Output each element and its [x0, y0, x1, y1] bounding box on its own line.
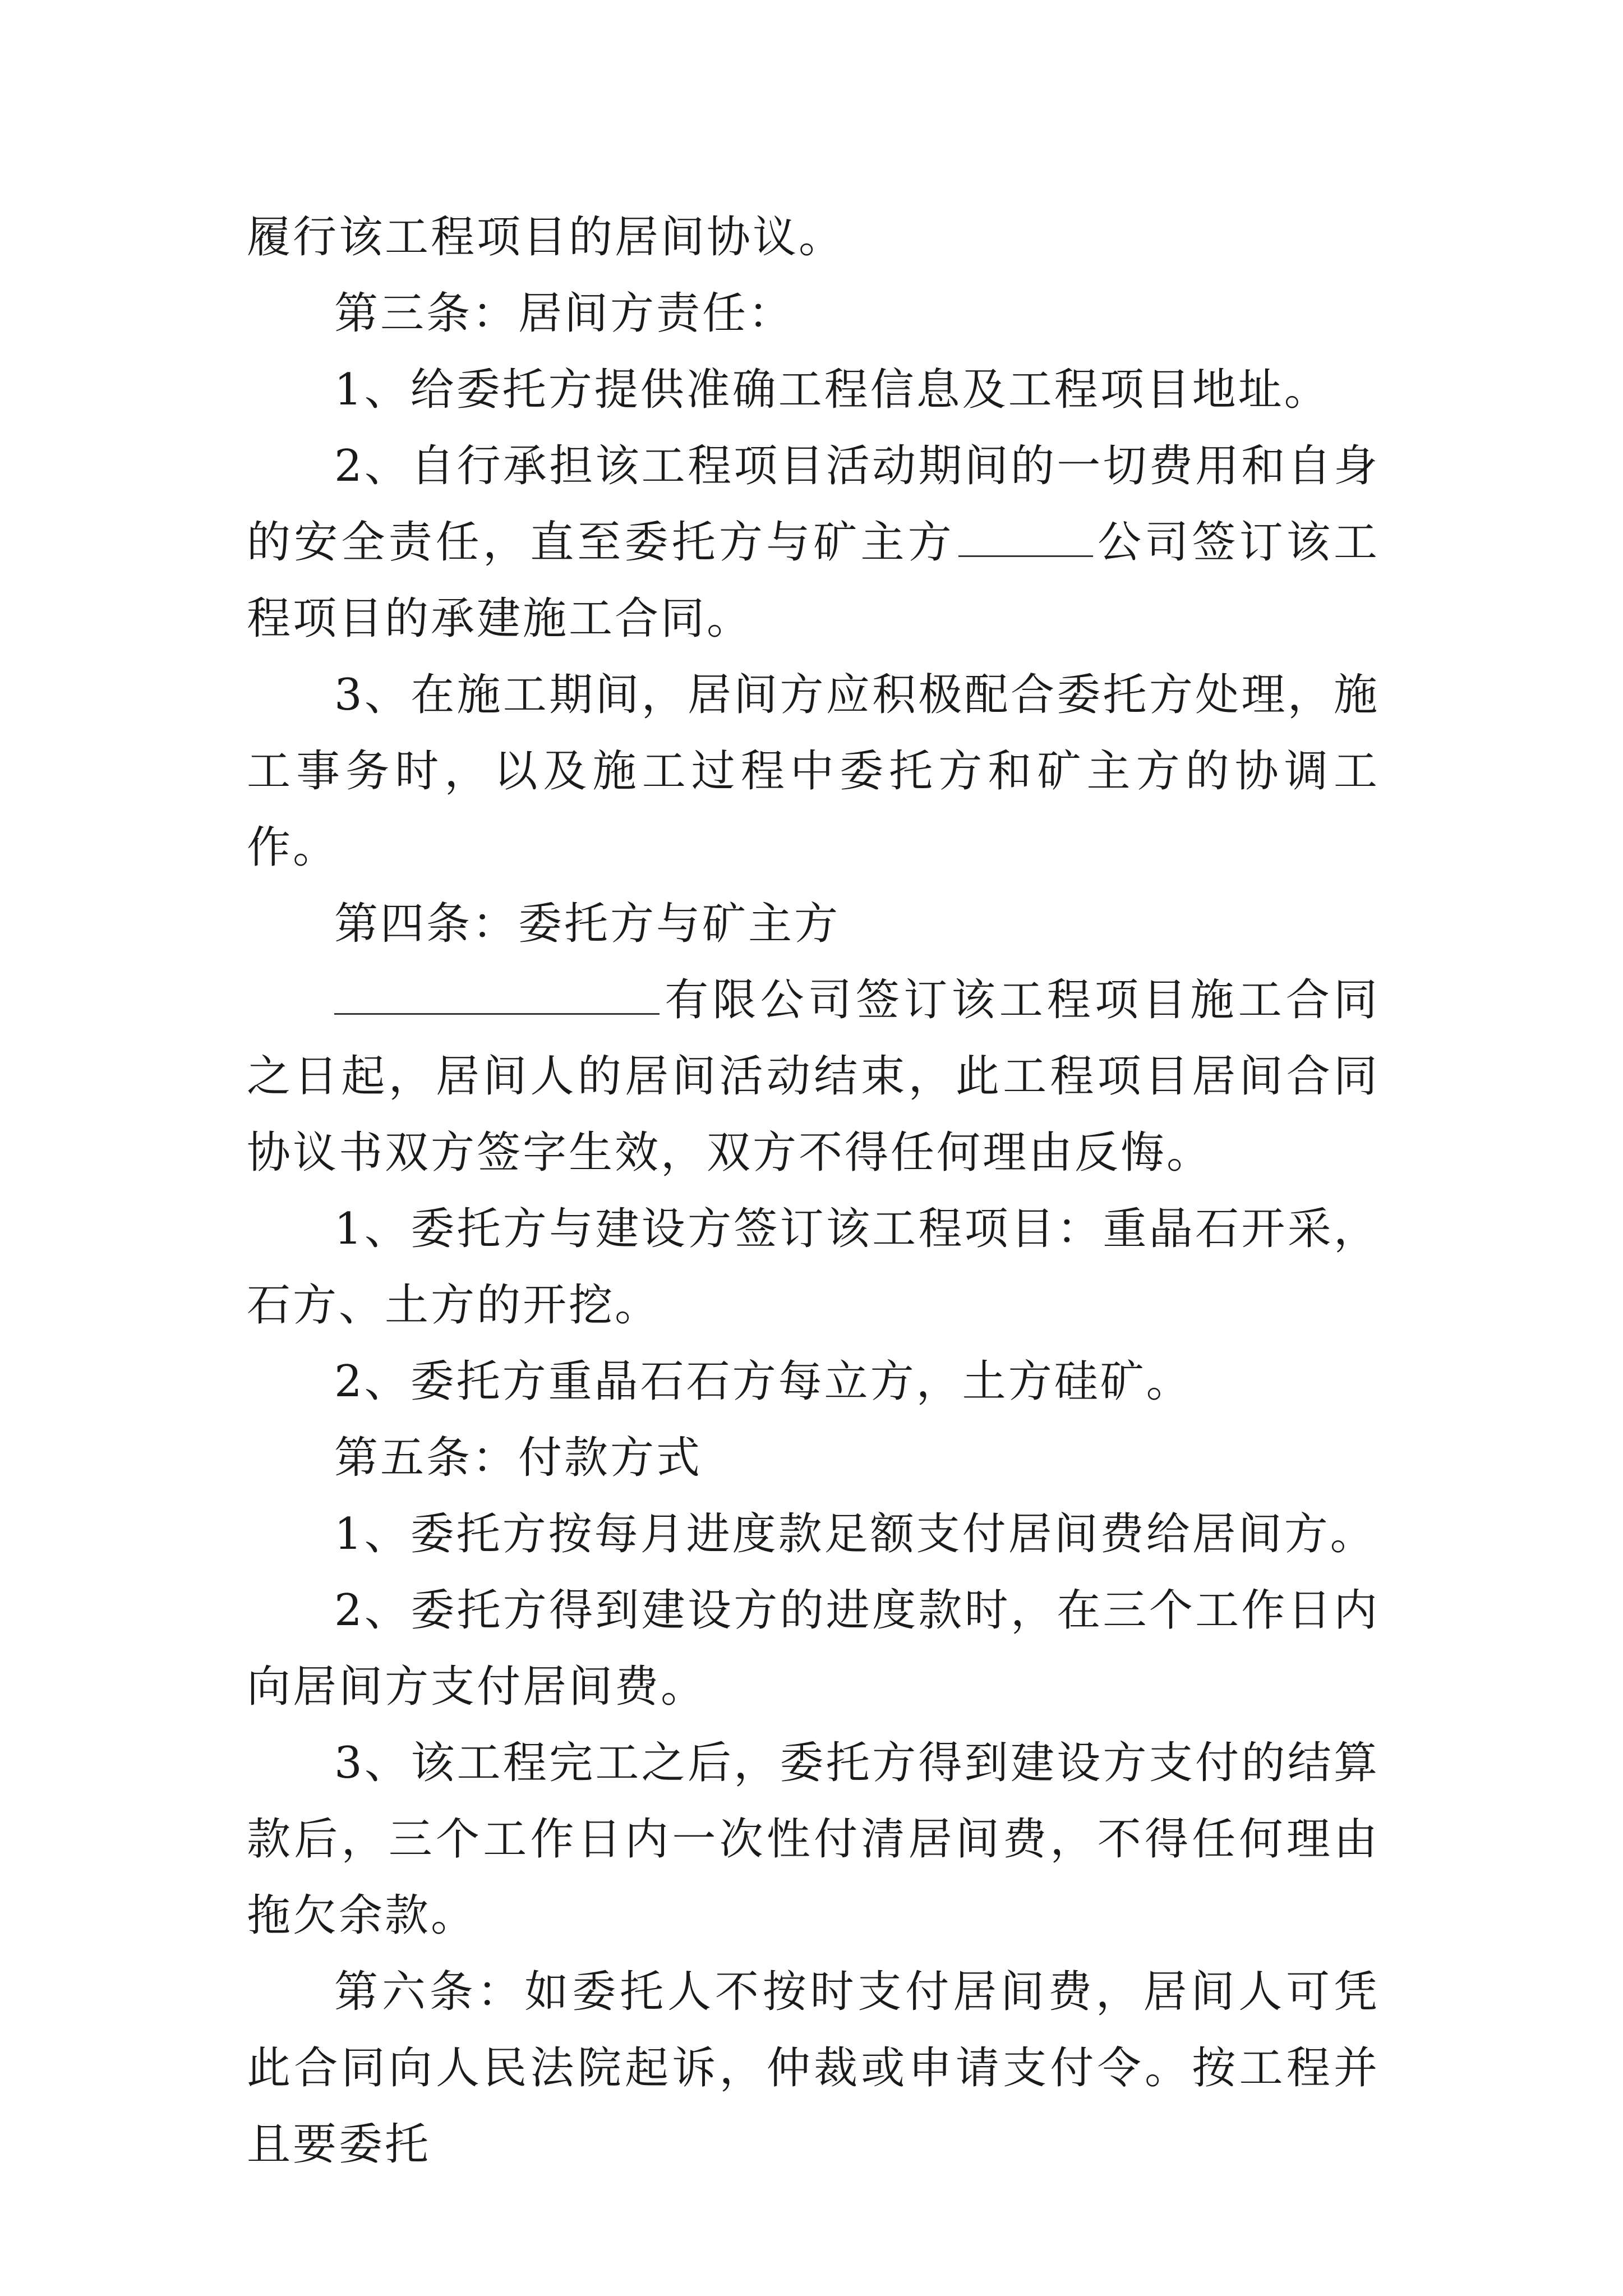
article-4-item-1: [247, 1191, 1380, 1343]
company-name-blank: [958, 522, 1093, 557]
paragraph-text: 第六条：如委托人不按时支付居间费，居间人可凭此合同向人民法院起诉，仲裁或申请支付令。按工程并且要委托: [247, 1967, 1380, 2170]
paragraph-continuation: [247, 199, 1380, 275]
article-5-item-1: [247, 1496, 1380, 1572]
article-4-body: [247, 962, 1380, 1191]
article-5-item-3: [247, 1725, 1380, 1954]
article-3-heading: [247, 275, 1380, 352]
article-3-item-3: [247, 657, 1380, 886]
article-6: [247, 1954, 1380, 2183]
paragraph-text: 2、委托方重晶石石方每立方，土方硅矿。: [334, 1356, 1192, 1407]
article-5-item-2: [247, 1572, 1380, 1725]
article-4-heading: [247, 886, 1380, 962]
paragraph-text: 第五条：付款方式: [334, 1433, 703, 1483]
paragraph-text: 1、给委托方提供准确工程信息及工程项目地址。: [334, 365, 1330, 415]
paragraph-text: 2、委托方得到建设方的进度款时，在三个工作日内向居间方支付居间费。: [247, 1585, 1380, 1712]
article-3-item-2: [247, 428, 1380, 657]
document-body: [247, 199, 1380, 2183]
paragraph-text-after-blank: 有限公司签订该工程项目施工合同之日起，居间人的居间活动结束，此工程项目居间合同协议书双方签字生效，双方不得任何理由反悔。: [247, 975, 1380, 1178]
paragraph-text-before-blank: 2、自行承担该工程项目活动期间的一切费用和自身的安全责任，直至委托方与矿主方: [247, 441, 1380, 568]
paragraph-text: 第三条：居间方责任：: [334, 288, 795, 339]
article-3-item-1: [247, 352, 1380, 428]
company-name-blank: [334, 979, 660, 1015]
paragraph-text: 1、委托方与建设方签订该工程项目：重晶石开采，石方、土方的开挖。: [247, 1204, 1380, 1331]
article-5-heading: [247, 1420, 1380, 1496]
paragraph-text: 第四条：委托方与矿主方: [334, 899, 841, 949]
paragraph-text: 1、委托方按每月进度款足额支付居间费给居间方。: [334, 1509, 1376, 1559]
paragraph-text: 3、在施工期间，居间方应积极配合委托方处理，施工事务时，以及施工过程中委托方和矿主方的协调工作。: [247, 670, 1380, 873]
paragraph-text: 3、该工程完工之后，委托方得到建设方支付的结算款后，三个工作日内一次性付清居间费，不得任何理由拖欠余款。: [247, 1738, 1380, 1941]
paragraph-text: 履行该工程项目的居间协议。: [247, 212, 845, 263]
paragraph-text-after-blank: 公司签订该工程项目的承建施工合同。: [247, 517, 1380, 644]
article-4-item-2: [247, 1343, 1380, 1420]
